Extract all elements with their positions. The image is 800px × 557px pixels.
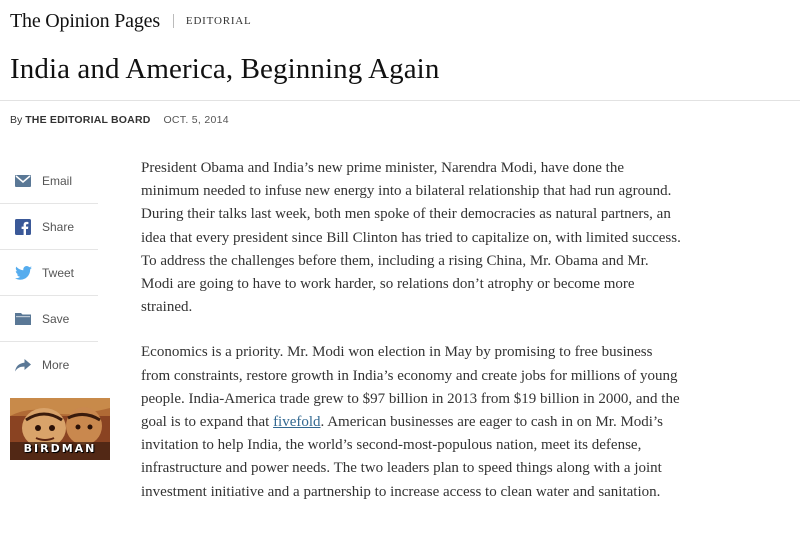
- share-email-label: Email: [42, 173, 73, 188]
- share-facebook-button[interactable]: [0, 204, 98, 250]
- kicker-label[interactable]: EDITORIAL: [185, 15, 252, 27]
- byline-date: OCT. 5, 2014: [163, 114, 229, 126]
- share-twitter-button[interactable]: [0, 250, 98, 296]
- fivefold-link[interactable]: fivefold: [273, 414, 321, 431]
- facebook-icon: [14, 218, 32, 236]
- masthead: [10, 6, 252, 36]
- save-button[interactable]: [0, 296, 98, 342]
- share-tools: [0, 158, 98, 388]
- share-arrow-icon: [14, 356, 32, 374]
- folder-icon: [14, 310, 32, 328]
- article-headline: India and America, Beginning Again: [10, 53, 440, 85]
- birdman-ad[interactable]: [10, 398, 110, 460]
- section-name-link[interactable]: The Opinion Pages: [10, 9, 160, 32]
- masthead-divider: [173, 14, 174, 28]
- article-paragraph-1: President Obama and India’s new prime minister, Narendra Modi, have done the minimum needed to infuse new energy into a bilateral relationship that had run aground. During their talks last week, both men spoke of their democracies as natural partners, an idea that every president since Bill Clinton has tried to capitalize on, with limited success. To address the challenges before them, including a rising China, Mr. Obama and Mr. Modi are going to have to work harder, so relations don’t atrophy or become more strained.: [141, 160, 681, 316]
- paragraph-2-text-end: . American businesses are eager to cash in on Mr. Modi’s invitation to help India, the world’s second-most-populous nation, meet its defense, infrastructure and power needs. The two leaders plan to speed things along with a joint investment initiative and a partnership to increase access to clean water and sanitation.: [141, 414, 663, 500]
- envelope-icon: [14, 172, 32, 190]
- share-email-button[interactable]: [0, 158, 98, 204]
- header-divider: [0, 100, 800, 101]
- article-paragraph-2: [141, 341, 681, 503]
- share-twitter-label: Tweet: [42, 265, 75, 280]
- share-facebook-label: Share: [42, 219, 75, 234]
- more-share-button[interactable]: [0, 342, 98, 388]
- paragraph-2-text-start: Economics is a priority. Mr. Modi won election in May by promising to free business from constraints, restore growth in India’s economy and create jobs for millions of young people. India-America trade grew to $97 billion in 2013 from $19 billion in 2000, and the goal is to expand that: [141, 344, 680, 431]
- save-label: Save: [42, 311, 70, 326]
- article-body: [141, 157, 681, 526]
- twitter-bird-icon: [14, 264, 32, 282]
- ad-title: BIRDMAN: [23, 442, 97, 455]
- byline-author[interactable]: THE EDITORIAL BOARD: [25, 114, 151, 126]
- byline-prefix: By: [10, 114, 23, 126]
- byline: [10, 114, 229, 126]
- more-label: More: [42, 358, 70, 372]
